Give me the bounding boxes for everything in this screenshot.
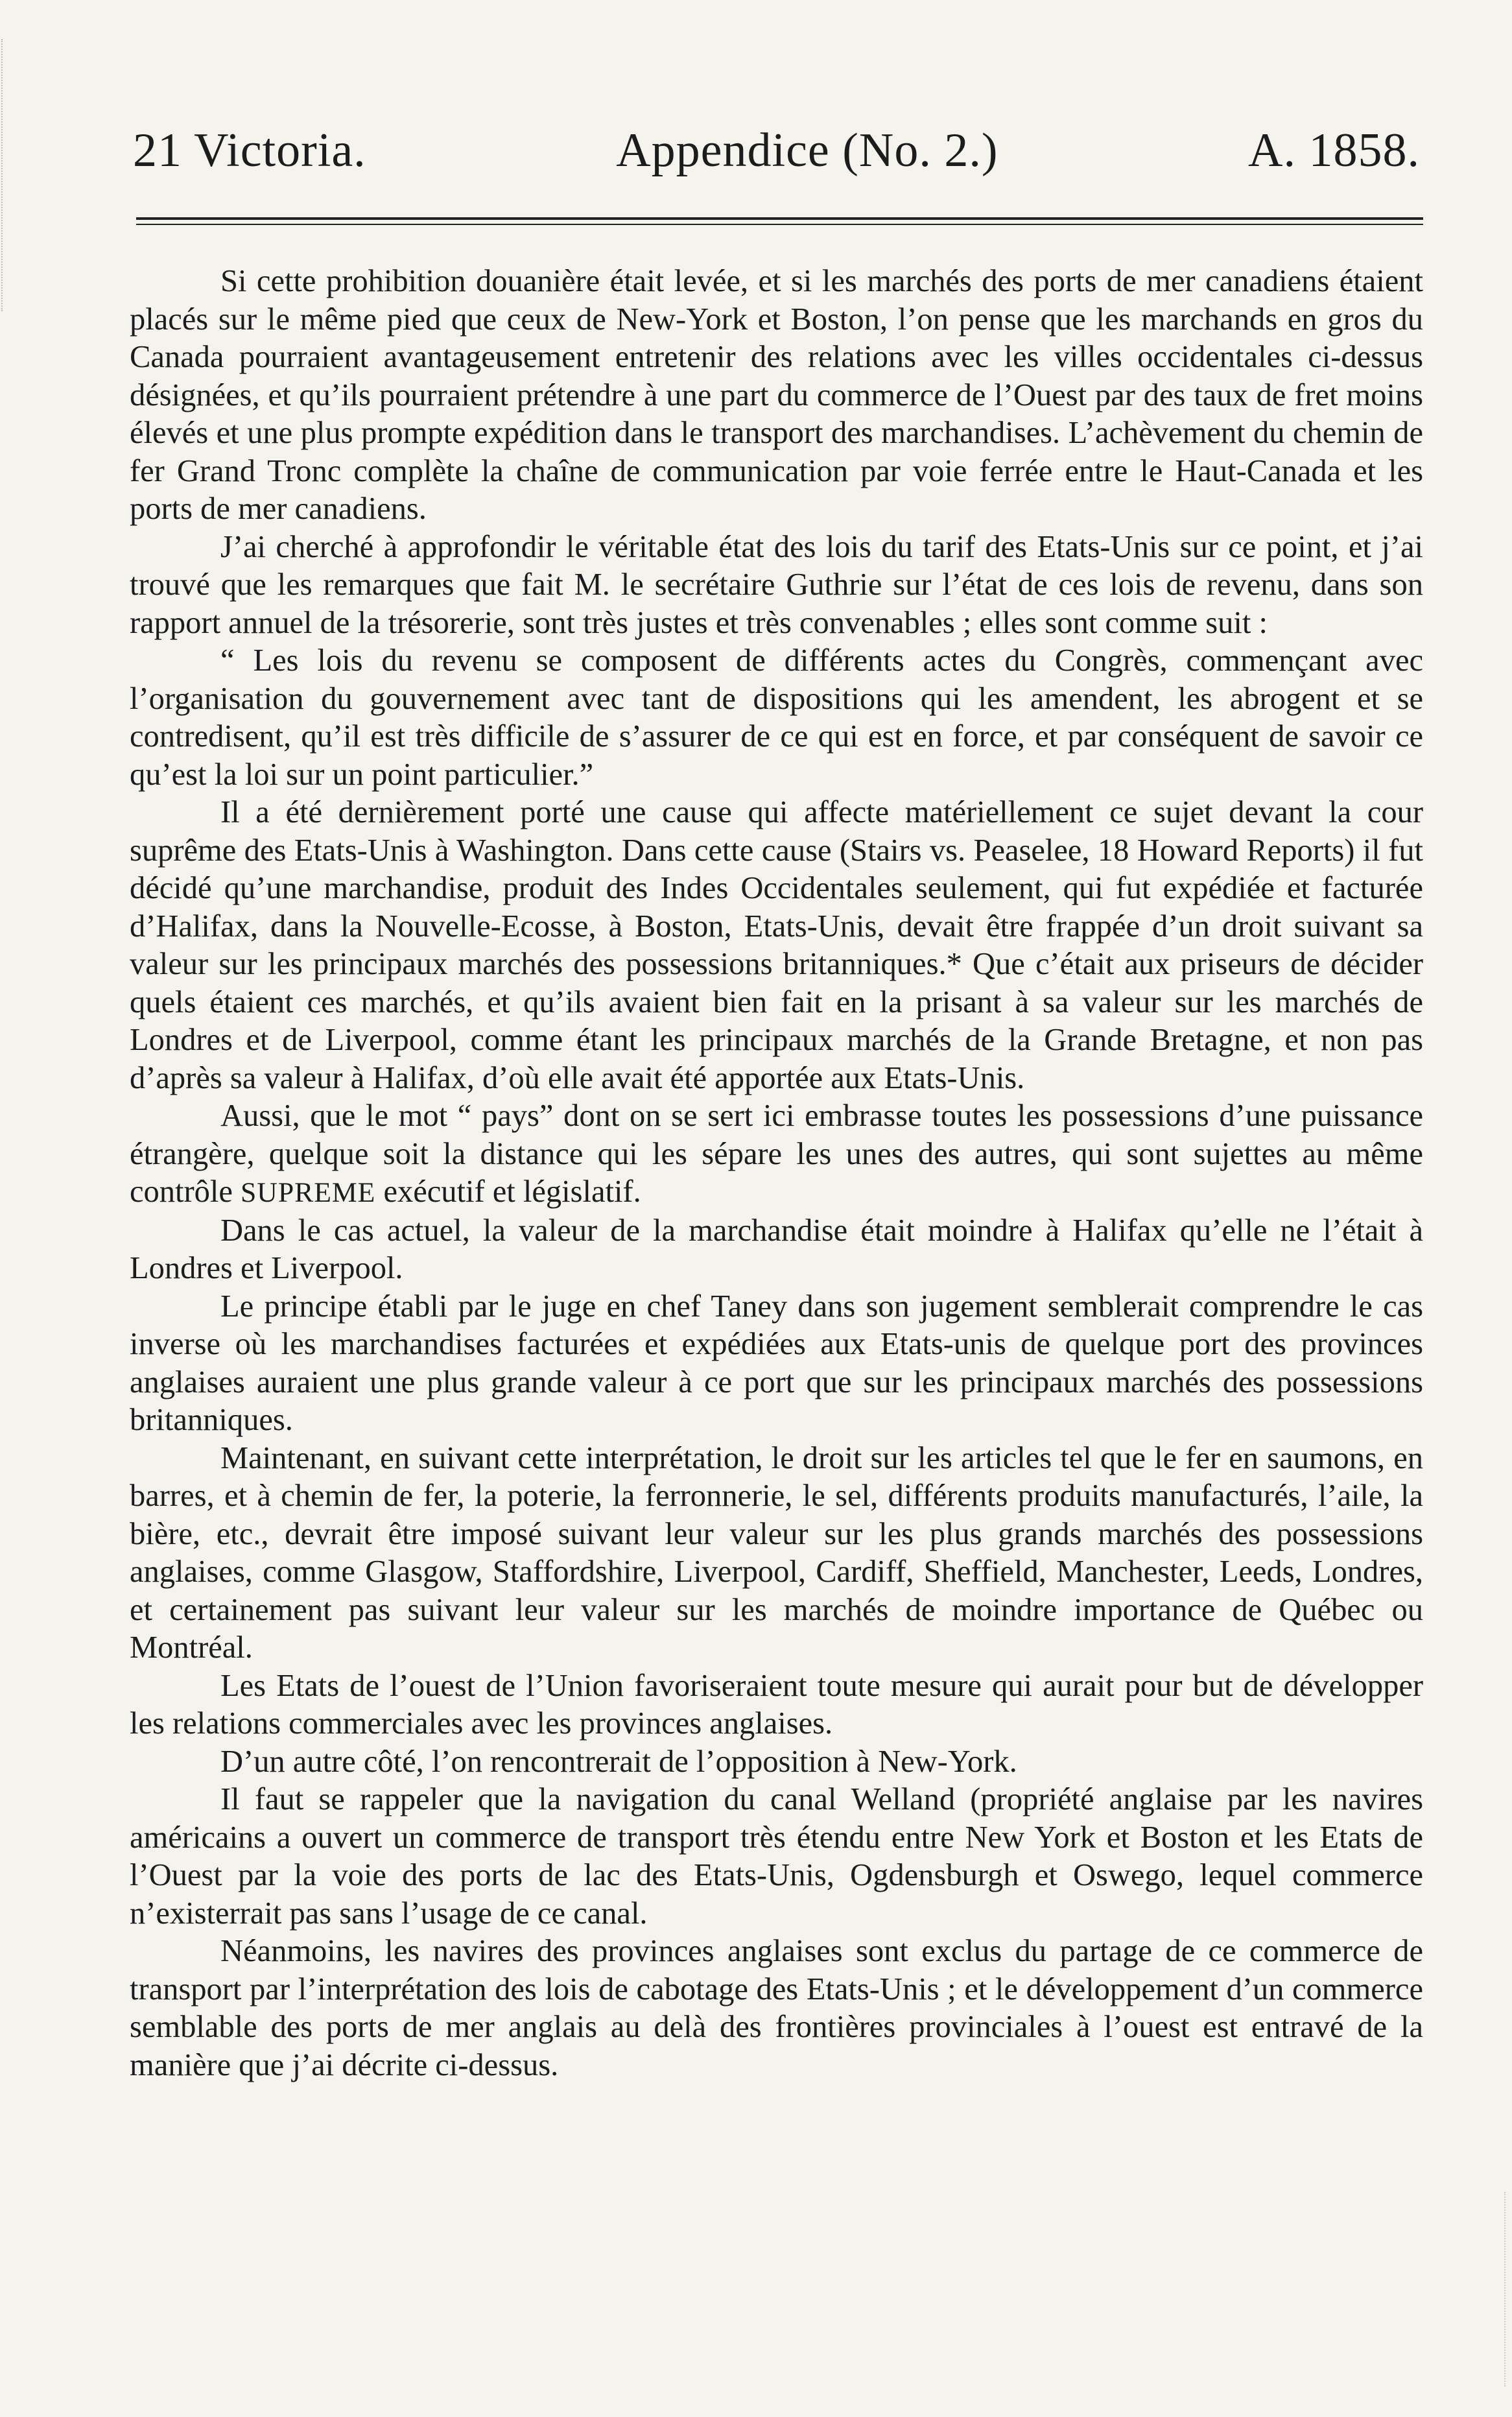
header-left: 21 Victoria. [133,124,366,177]
margin-speckle [1,39,5,311]
paragraph: Les Etats de l’ouest de l’Union favoriseraient toute mesure qui aurait pour but de développer les relations commerciales avec les provinces anglaises. [130,1668,1423,1741]
small-caps-word: SUPREME [241,1177,376,1208]
paragraph: “ Les lois du revenu se composent de différents actes du Congrès, commençant avec l’organisation du gouvernement avec tant de dispositions qui les amendent, les abrogent et se contredisent, qu’il est très difficile de s’assurer de ce qui est en force, et par conséquent de savoir ce qu’est la loi sur un point particulier.” [130,643,1423,792]
paragraph: Maintenant, en suivant cette interprétation, le droit sur les articles tel que le fer en saumons, en barres, et à chemin de fer, la poterie, la ferronnerie, le sel, différents produits manufacturés, l’aile, la bière, etc., devrait être imposé suivant leur valeur sur les plus grands marchés des possessions anglaises, comme Glasgow, Staffordshire, Liverpool, Cardiff, Sheffield, Manchester, Leeds, Londres, et certainement pas suivant leur valeur sur les marchés de moindre importance de Québec ou Montréal. [130,1440,1423,1665]
paragraph: J’ai cherché à approfondir le véritable état des lois du tarif des Etats-Unis sur ce point, et j’ai trouvé que les remarques que fait M. le secrétaire Guthrie sur l’état de ces lois de revenu, dans son rapport annuel de la trésorerie, sont très justes et très convenables ; elles sont comme suit : [130,529,1423,640]
paragraph: Le principe établi par le juge en chef Taney dans son jugement semblerait comprendre le cas inverse où les marchandises facturées et expédiées aux Etats-unis de quelque port des provinces anglaises auraient une plus grande valeur à ce port que sur les principaux marchés des possessions britanniques. [130,1289,1423,1437]
header-rule-thick [136,217,1423,220]
paragraph: D’un autre côté, l’on rencontrerait de l’opposition à New-York. [220,1744,1017,1779]
header-right: A. 1858. [1248,124,1420,177]
paragraph: Si cette prohibition douanière était levée, et si les marchés des ports de mer canadiens étaient placés sur le même pied que ceux de New-York et Boston, l’on pense que les marchands en gros du Canada pourraient avantageusement entretenir des relations avec les villes occidentales ci-dessus désignées, et qu’ils pourraient prétendre à une part du commerce de l’Ouest par des taux de fret moins élevés et une plus prompte expédition dans le transport des marchandises. L’achèvement du chemin de fer Grand Tronc complète la chaîne de communication par voie ferrée entre le Haut-Canada et les ports de mer canadiens. [130,264,1423,526]
paragraph: Dans le cas actuel, la valeur de la marchandise était moindre à Halifax qu’elle ne l’était à Londres et Liverpool. [130,1213,1423,1285]
margin-speckle [1502,2192,1506,2387]
paragraph: Il faut se rappeler que la navigation du canal Welland (propriété anglaise par les navires américains a ouvert un commerce de transport très étendu entre New York et Boston et les Etats de l’Ouest par la voie des ports de lac des Etats-Unis, Ogdensburgh et Oswego, lequel commerce n’existerrait pas sans l’usage de ce canal. [130,1782,1423,1931]
paragraph: Il a été dernièrement porté une cause qui affecte matériellement ce sujet devant la cour suprême des Etats-Unis à Washington. Dans cette cause (Stairs vs. Peaselee, 18 Howard Reports) il fut décidé qu’une marchandise, produit des Indes Occidentales seulement, qui fut expédiée et facturée d’Halifax, dans la Nouvelle-Ecosse, à Boston, Etats-Unis, devait être frappée d’un droit suivant sa valeur sur les principaux marchés des possessions britanniques.* Que c’était aux priseurs de décider quels étaient ces marchés, et qu’ils avaient bien fait en la prisant à sa valeur sur les marchés de Londres et de Liverpool, comme étant les principaux marchés de la Grande Bretagne, et non pas d’après sa valeur à Halifax, d’où elle avait été apportée aux Etats-Unis. [130,795,1423,1095]
running-header [133,123,1420,188]
paragraph [130,1097,1423,1212]
paragraph-text: exécutif et législatif. [375,1174,641,1209]
paragraph: Néanmoins, les navires des provinces anglaises sont exclus du partage de ce commerce de transport par l’interprétation des lois de cabotage des Etats-Unis ; et le développement d’un commerce semblable des ports de mer anglais au delà des frontières provinciales à l’ouest est entravé de la manière que j’ai décrite ci-dessus. [130,1934,1423,2082]
header-rule-thin [136,224,1423,225]
body-text [130,263,1423,2084]
header-center: Appendice (No. 2.) [616,124,998,177]
paragraph-text: Aussi, que le mot “ pays” dont on se sert ici embrasse toutes les possessions d’une puissance étrangère, quelque soit la distance qui les sépare les unes des autres, qui sont sujettes au même contrôle [130,1099,1423,1209]
